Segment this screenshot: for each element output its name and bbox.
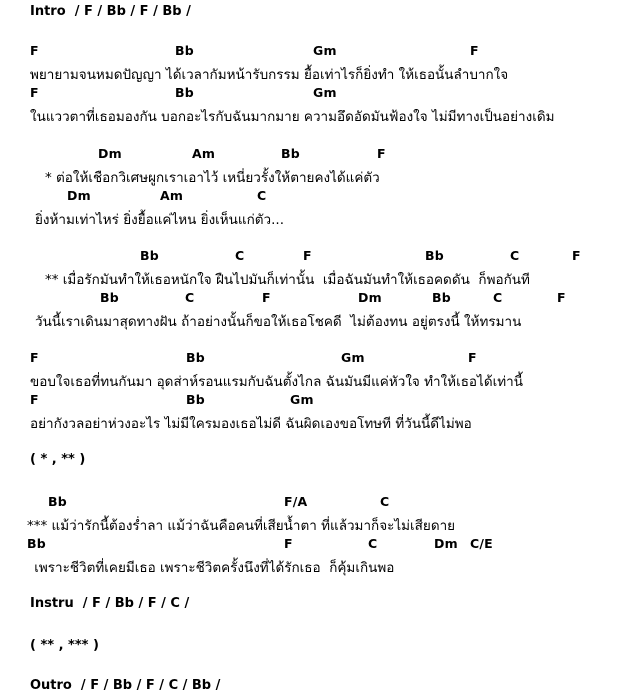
chord-symbol: Bb	[27, 536, 46, 551]
lyric-text: อย่ากังวลอย่าห่วงอะไร ไม่มีใครมองเธอไม่ดี ฉันผิดเองขอโทษที ที่วันนี้ดีไม่พอ	[30, 416, 472, 432]
chord-symbol: Am	[160, 188, 184, 203]
chord-symbol: F	[30, 85, 39, 100]
chord-line	[0, 146, 620, 166]
chord-symbol: F/A	[284, 494, 308, 509]
lyric-line	[0, 310, 620, 332]
lyric-text: ยิ่งห้ามเท่าไหร่ ยิ่งยื้อแค่ไหน ยิ่งเห็นแก่ตัว...	[35, 212, 285, 228]
chord-symbol: C	[185, 290, 195, 305]
chord-symbol: Bb	[186, 392, 205, 407]
chord-line	[0, 350, 620, 370]
chord-symbol: F	[303, 248, 312, 263]
lyric-line	[0, 268, 620, 290]
chord-line	[0, 392, 620, 412]
repeat-marker-2	[0, 638, 620, 660]
section-label: Instru / F / Bb / F / C /	[30, 596, 190, 611]
instrumental-section	[0, 596, 620, 618]
chord-symbol: F	[572, 248, 581, 263]
lyric-line	[0, 370, 620, 392]
chord-symbol: Bb	[432, 290, 451, 305]
section-line	[0, 596, 620, 618]
chord-symbol: C	[493, 290, 503, 305]
lyric-line	[0, 556, 620, 578]
chord-symbol: F	[468, 350, 477, 365]
section-line	[0, 678, 620, 700]
lyric-text: ในแววตาที่เธอมองกัน บอกอะไรกับฉันมากมาย ความอึดอัดมันฟ้องใจ ไม่มีทางเป็นอย่างเดิม	[30, 109, 555, 125]
chord-line	[0, 290, 620, 310]
chord-symbol: C	[368, 536, 378, 551]
section-label: ( ** , *** )	[30, 638, 99, 653]
chord-symbol: Bb	[186, 350, 205, 365]
chord-symbol: Bb	[140, 248, 159, 263]
bridge	[0, 494, 620, 578]
chord-symbol: Gm	[313, 43, 337, 58]
chord-symbol: Dm	[358, 290, 382, 305]
chord-symbol: F	[470, 43, 479, 58]
lyric-line	[0, 105, 620, 127]
chord-symbol: Gm	[290, 392, 314, 407]
intro-section	[0, 4, 620, 26]
section-line	[0, 4, 620, 26]
chord-line	[0, 85, 620, 105]
lyric-text: ขอบใจเธอที่ทนกันมา อุดส่าห์รอนแรมกับฉันตั้งไกล ฉันมันมีแค่หัวใจ ทำให้เธอได้เท่านี้	[30, 374, 523, 390]
lyric-line	[0, 412, 620, 434]
section-label: Intro / F / Bb / F / Bb /	[30, 4, 191, 19]
lyric-text: * ต่อให้เชือกวิเศษผูกเราเอาไว้ เหนี่ยวรั้งให้ตายคงได้แค่ตัว	[45, 170, 380, 186]
chord-symbol: Gm	[313, 85, 337, 100]
lyric-text: ** เมื่อรักมันทำให้เธอหนักใจ ฝืนไปมันก็เท่านั้น เมื่อฉันมันทำให้เธอคดดัน ก็พอกันที	[45, 272, 530, 288]
chord-symbol: F	[30, 43, 39, 58]
chord-symbol: Dm	[434, 536, 458, 551]
chord-symbol: F	[557, 290, 566, 305]
chord-symbol: Bb	[175, 85, 194, 100]
chord-line	[0, 536, 620, 556]
chord-symbol: F	[377, 146, 386, 161]
chord-symbol: C	[257, 188, 267, 203]
chord-symbol: C	[380, 494, 390, 509]
lyric-text: พยายามจนหมดปัญญา ได้เวลากัมหน้ารับกรรม ยื้อเท่าไรก็ยิ่งทำ ให้เธอนั้นลำบากใจ	[30, 67, 509, 83]
chord-line	[0, 188, 620, 208]
lyric-line	[0, 514, 620, 536]
repeat-marker-1	[0, 452, 620, 474]
chord-symbol: Dm	[98, 146, 122, 161]
chord-symbol: C	[510, 248, 520, 263]
section-label: Outro / F / Bb / F / C / Bb /	[30, 678, 221, 693]
lyric-text: *** แม้ว่ารักนี้ต้องร่ำลา แม้ว่าฉันคือคนที่เสียน้ำตา ที่แล้วมาก็จะไม่เสียดาย	[27, 518, 456, 534]
outro-section	[0, 678, 620, 700]
chord-line	[0, 248, 620, 268]
lyric-text: วันนี้เราเดินมาสุดทางฝัน ถ้าอย่างนั้นก็ขอให้เธอโชคดี ไม่ต้องทน อยู่ตรงนี้ ให้ทรมาน	[35, 314, 522, 330]
verse-2	[0, 350, 620, 434]
chord-symbol: Bb	[48, 494, 67, 509]
chord-symbol: Bb	[281, 146, 300, 161]
pre-chorus	[0, 146, 620, 230]
chord-symbol: Am	[192, 146, 216, 161]
chord-symbol: Bb	[100, 290, 119, 305]
lyric-line	[0, 208, 620, 230]
chord-symbol: F	[262, 290, 271, 305]
chord-symbol: F	[30, 350, 39, 365]
section-line	[0, 638, 620, 660]
chord-line	[0, 43, 620, 63]
chord-symbol: F	[30, 392, 39, 407]
chord-symbol: C/E	[470, 536, 493, 551]
chord-symbol: C	[235, 248, 245, 263]
chorus	[0, 248, 620, 332]
chord-symbol: Bb	[175, 43, 194, 58]
section-label: ( * , ** )	[30, 452, 86, 467]
lyric-line	[0, 166, 620, 188]
section-line	[0, 452, 620, 474]
chord-symbol: Dm	[67, 188, 91, 203]
chord-symbol: Bb	[425, 248, 444, 263]
chord-symbol: Gm	[341, 350, 365, 365]
lyric-line	[0, 63, 620, 85]
verse-1	[0, 43, 620, 127]
lyric-text: เพราะชีวิตที่เคยมีเธอ เพราะชีวิตครั้งนึงที่ได้รักเธอ ก็คุ้มเกินพอ	[30, 560, 395, 576]
chord-line	[0, 494, 620, 514]
chord-symbol: F	[284, 536, 293, 551]
